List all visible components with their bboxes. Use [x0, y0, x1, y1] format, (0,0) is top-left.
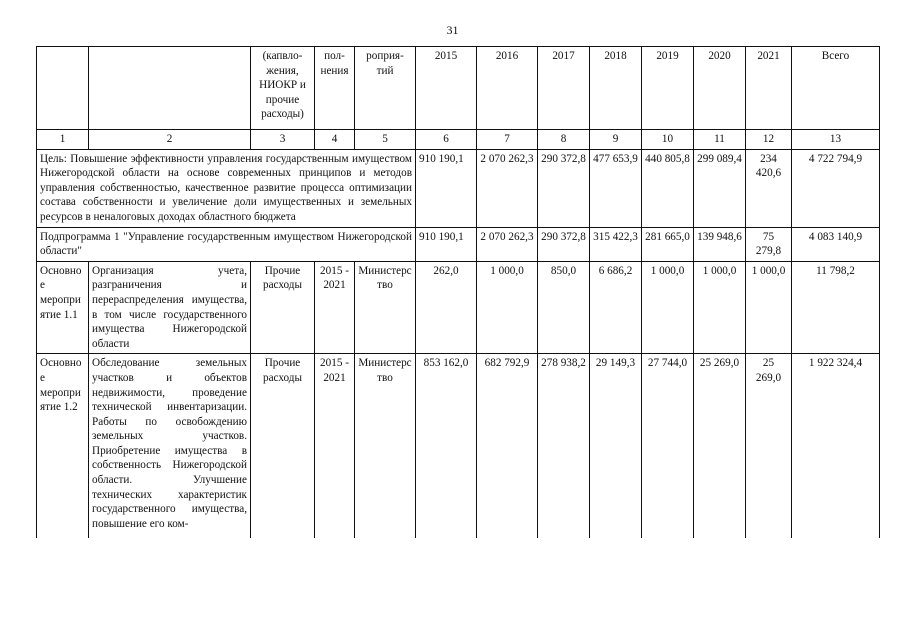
value-2020: 25 269,0 — [694, 354, 746, 538]
column-number: 9 — [590, 130, 642, 150]
header-col-4: пол-нения — [315, 47, 355, 130]
value-total: 1 922 324,4 — [792, 354, 880, 538]
subprogram-value-2017: 290 372,8 — [538, 227, 590, 261]
table-row — [37, 261, 880, 354]
value-2021: 25 269,0 — [746, 354, 792, 538]
subprogram-value-2018: 315 422,3 — [590, 227, 642, 261]
header-col-5: роприя-тий — [355, 47, 416, 130]
value-2015: 853 162,0 — [416, 354, 477, 538]
subprogram-value-2021: 75 279,8 — [746, 227, 792, 261]
expense-type: Прочие расходы — [251, 354, 315, 538]
column-number: 3 — [251, 130, 315, 150]
goal-text: Цель: Повышение эффективности управления государственным имуществом Нижегородской области на основе современных принципов и методов управления собственностью, качественное развитие процесса оптимизации состава собственности и увеличение доли имущественных и земельных ресурсов в неналоговых доходах областного бюджета — [37, 149, 416, 227]
column-number: 13 — [792, 130, 880, 150]
subprogram-value-2020: 139 948,6 — [694, 227, 746, 261]
column-number-row — [37, 130, 880, 150]
header-row — [37, 47, 880, 130]
value-2021: 1 000,0 — [746, 261, 792, 354]
goal-row — [37, 149, 880, 227]
activity-label: Основное мероприятие 1.1 — [37, 261, 89, 354]
goal-value-2020: 299 089,4 — [694, 149, 746, 227]
header-col-2 — [89, 47, 251, 130]
goal-value-total: 4 722 794,9 — [792, 149, 880, 227]
header-year-2021: 2021 — [746, 47, 792, 130]
column-number: 10 — [642, 130, 694, 150]
executor: Министерство — [355, 261, 416, 354]
value-2019: 27 744,0 — [642, 354, 694, 538]
value-2018: 29 149,3 — [590, 354, 642, 538]
header-year-2017: 2017 — [538, 47, 590, 130]
goal-value-2016: 2 070 262,3 — [477, 149, 538, 227]
column-number: 6 — [416, 130, 477, 150]
column-number: 12 — [746, 130, 792, 150]
subprogram-value-2016: 2 070 262,3 — [477, 227, 538, 261]
budget-table — [36, 46, 880, 538]
value-2016: 682 792,9 — [477, 354, 538, 538]
value-2017: 278 938,2 — [538, 354, 590, 538]
value-2019: 1 000,0 — [642, 261, 694, 354]
subprogram-value-total: 4 083 140,9 — [792, 227, 880, 261]
header-year-2020: 2020 — [694, 47, 746, 130]
subprogram-value-2019: 281 665,0 — [642, 227, 694, 261]
activity-label: Основное мероприятие 1.2 — [37, 354, 89, 538]
activity-description: Обследование земельных участков и объектов недвижимости, проведение технической инвентаризации. Работы по освобождению земельных участков. Приобретение имущества в собственность Нижегородской области. Улучшение технических характеристик государственного имущества, повышение его ком- — [89, 354, 251, 538]
header-year-2015: 2015 — [416, 47, 477, 130]
value-total: 11 798,2 — [792, 261, 880, 354]
header-col-3: (капвло-жения, НИОКР и прочие расходы) — [251, 47, 315, 130]
value-2015: 262,0 — [416, 261, 477, 354]
period: 2015 - 2021 — [315, 354, 355, 538]
header-total: Всего — [792, 47, 880, 130]
column-number: 5 — [355, 130, 416, 150]
column-number: 1 — [37, 130, 89, 150]
value-2018: 6 686,2 — [590, 261, 642, 354]
value-2020: 1 000,0 — [694, 261, 746, 354]
goal-value-2018: 477 653,9 — [590, 149, 642, 227]
column-number: 11 — [694, 130, 746, 150]
header-year-2018: 2018 — [590, 47, 642, 130]
value-2016: 1 000,0 — [477, 261, 538, 354]
goal-value-2019: 440 805,8 — [642, 149, 694, 227]
activity-description: Организация учета, разграничения и перераспределения имущества, в том числе государственного имущества Нижегородской области — [89, 261, 251, 354]
expense-type: Прочие расходы — [251, 261, 315, 354]
goal-value-2017: 290 372,8 — [538, 149, 590, 227]
table-row — [37, 354, 880, 538]
column-number: 4 — [315, 130, 355, 150]
page-number: 31 — [446, 23, 459, 37]
goal-value-2015: 910 190,1 — [416, 149, 477, 227]
header-col-1 — [37, 47, 89, 130]
column-number: 7 — [477, 130, 538, 150]
value-2017: 850,0 — [538, 261, 590, 354]
header-year-2019: 2019 — [642, 47, 694, 130]
header-year-2016: 2016 — [477, 47, 538, 130]
subprogram-row — [37, 227, 880, 261]
period: 2015 - 2021 — [315, 261, 355, 354]
executor: Министерство — [355, 354, 416, 538]
goal-value-2021: 234 420,6 — [746, 149, 792, 227]
column-number: 8 — [538, 130, 590, 150]
column-number: 2 — [89, 130, 251, 150]
subprogram-text: Подпрограмма 1 "Управление государственным имуществом Нижегородской области" — [37, 227, 416, 261]
subprogram-value-2015: 910 190,1 — [416, 227, 477, 261]
